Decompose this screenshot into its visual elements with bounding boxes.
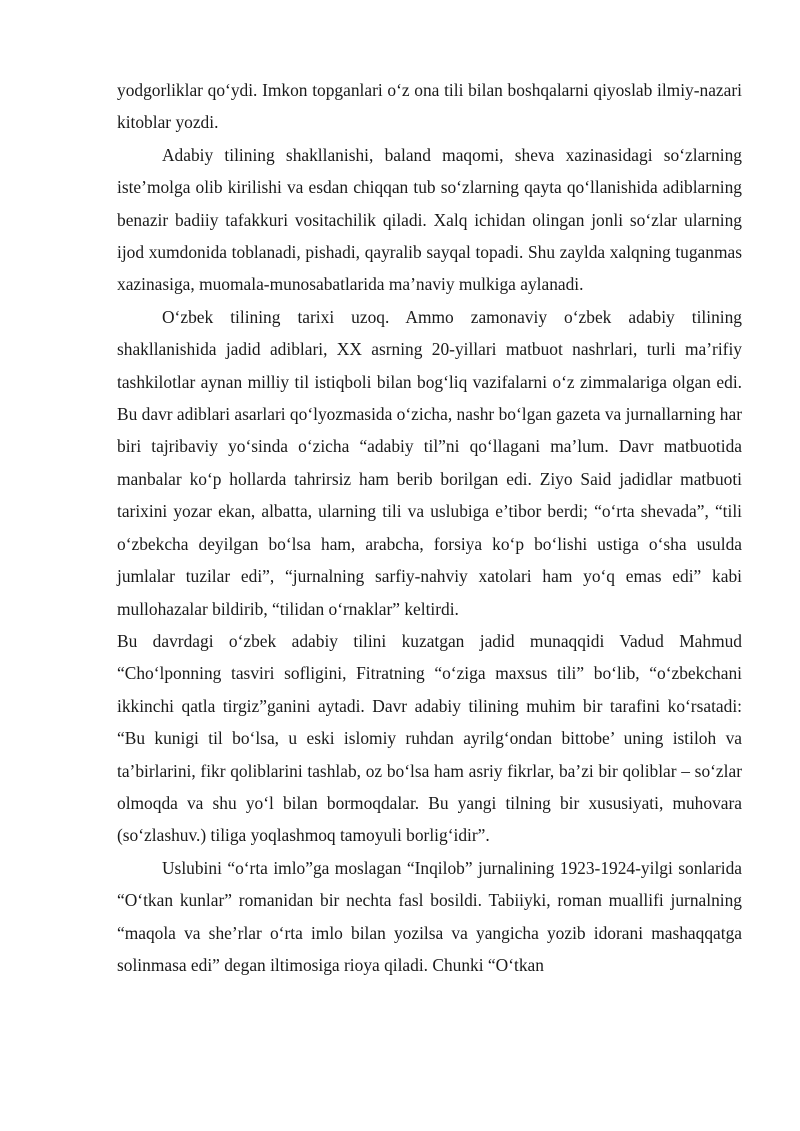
document-body (117, 74, 742, 981)
paragraph-2: Adabiy tilining shakllanishi, baland maqomi, sheva xazinasidagi so‘zlarning iste’molga olib kirilishi va esdan chiqqan tub so‘zlarning qayta qo‘llanishida adiblarning benazir badiiy tafakkuri vositachilik qiladi. Xalq ichidan olingan jonli so‘zlar ularning ijod xumdonida toblanadi, pishadi, qayralib sayqal topadi. Shu zaylda xalqning tuganmas xazinasiga, muomala-munosabatlarida ma’naviy mulkiga aylanadi. (117, 144, 742, 295)
paragraph-5: Uslubini “o‘rta imlo”ga moslagan “Inqilob” jurnalining 1923-1924-yilgi sonlarida “O‘tkan kunlar” romanidan bir nechta fasl bosildi. Tabiiyki, roman muallifi jurnalning “maqola va she’rlar o‘rta imlo bilan yozilsa va yangicha yozib idorani mashaqqatga solinmasa edi” degan iltimosiga rioya qiladi. Chunki “O‘tkan (117, 857, 742, 975)
paragraph-3: O‘zbek tilining tarixi uzoq. Ammo zamonaviy o‘zbek adabiy tilining shakllanishida jadid adiblari, XX asrning 20-yillari matbuot nashrlari, turli ma’rifiy tashkilotlar aynan milliy til istiqboli bilan bog‘liq vazifalarni o‘z zimmalariga olgan edi. Bu davr adiblari asarlari qo‘lyozmasida o‘zicha, nashr bo‘lgan gazeta va jurnallarning har biri tajribaviy yo‘sinda o‘zicha “adabiy til”ni qo‘llagani ma’lum. Davr matbuotida manbalar ko‘p hollarda tahrirsiz ham berib borilgan edi. Ziyo Said jadidlar matbuoti tarixini yozar ekan, albatta, ularning tili va uslubiga e’tibor berdi; “o‘rta shevada”, “tili o‘zbekcha deyilgan bo‘lsa ham, arabcha, forsiya ko‘p bo‘lishi ustiga o‘sha usulda jumlalar tuzilar edi”, “jurnalning sarfiy-nahviy xatolari ham yo‘q emas edi” kabi mullohazalar bildirib, “tilidan o‘rnaklar” keltirdi. (117, 306, 742, 619)
paragraph-4: Bu davrdagi o‘zbek adabiy tilini kuzatgan jadid munaqqidi Vadud Mahmud “Cho‘lponning tasviri sofligini, Fitratning “o‘ziga maxsus tili” bo‘lib, “o‘zbekchani ikkinchi qatla tirgiz”ganini aytadi. Davr adabiy tilining muhim bir tarafini ko‘rsatadi: “Bu kunigi til bo‘lsa, u eski islomiy ruhdan ayrilg‘ondan bittobe’ uning istiloh va ta’birlarini, fikr qoliblarini tashlab, oz bo‘lsa ham asriy fikrlar, ba’zi bir qoliblar – so‘zlar olmoqda va shu yo‘l bilan bormoqdalar. Bu yangi tilning bir xususiyati, muhovara (so‘zlashuv.) tiliga yoqlashmoq tamoyuli borlig‘idir”. (117, 630, 742, 846)
paragraph-1: yodgorliklar qo‘ydi. Imkon topganlari o‘z ona tili bilan boshqalarni qiyoslab ilmiy-nazari kitoblar yozdi. (117, 80, 742, 133)
